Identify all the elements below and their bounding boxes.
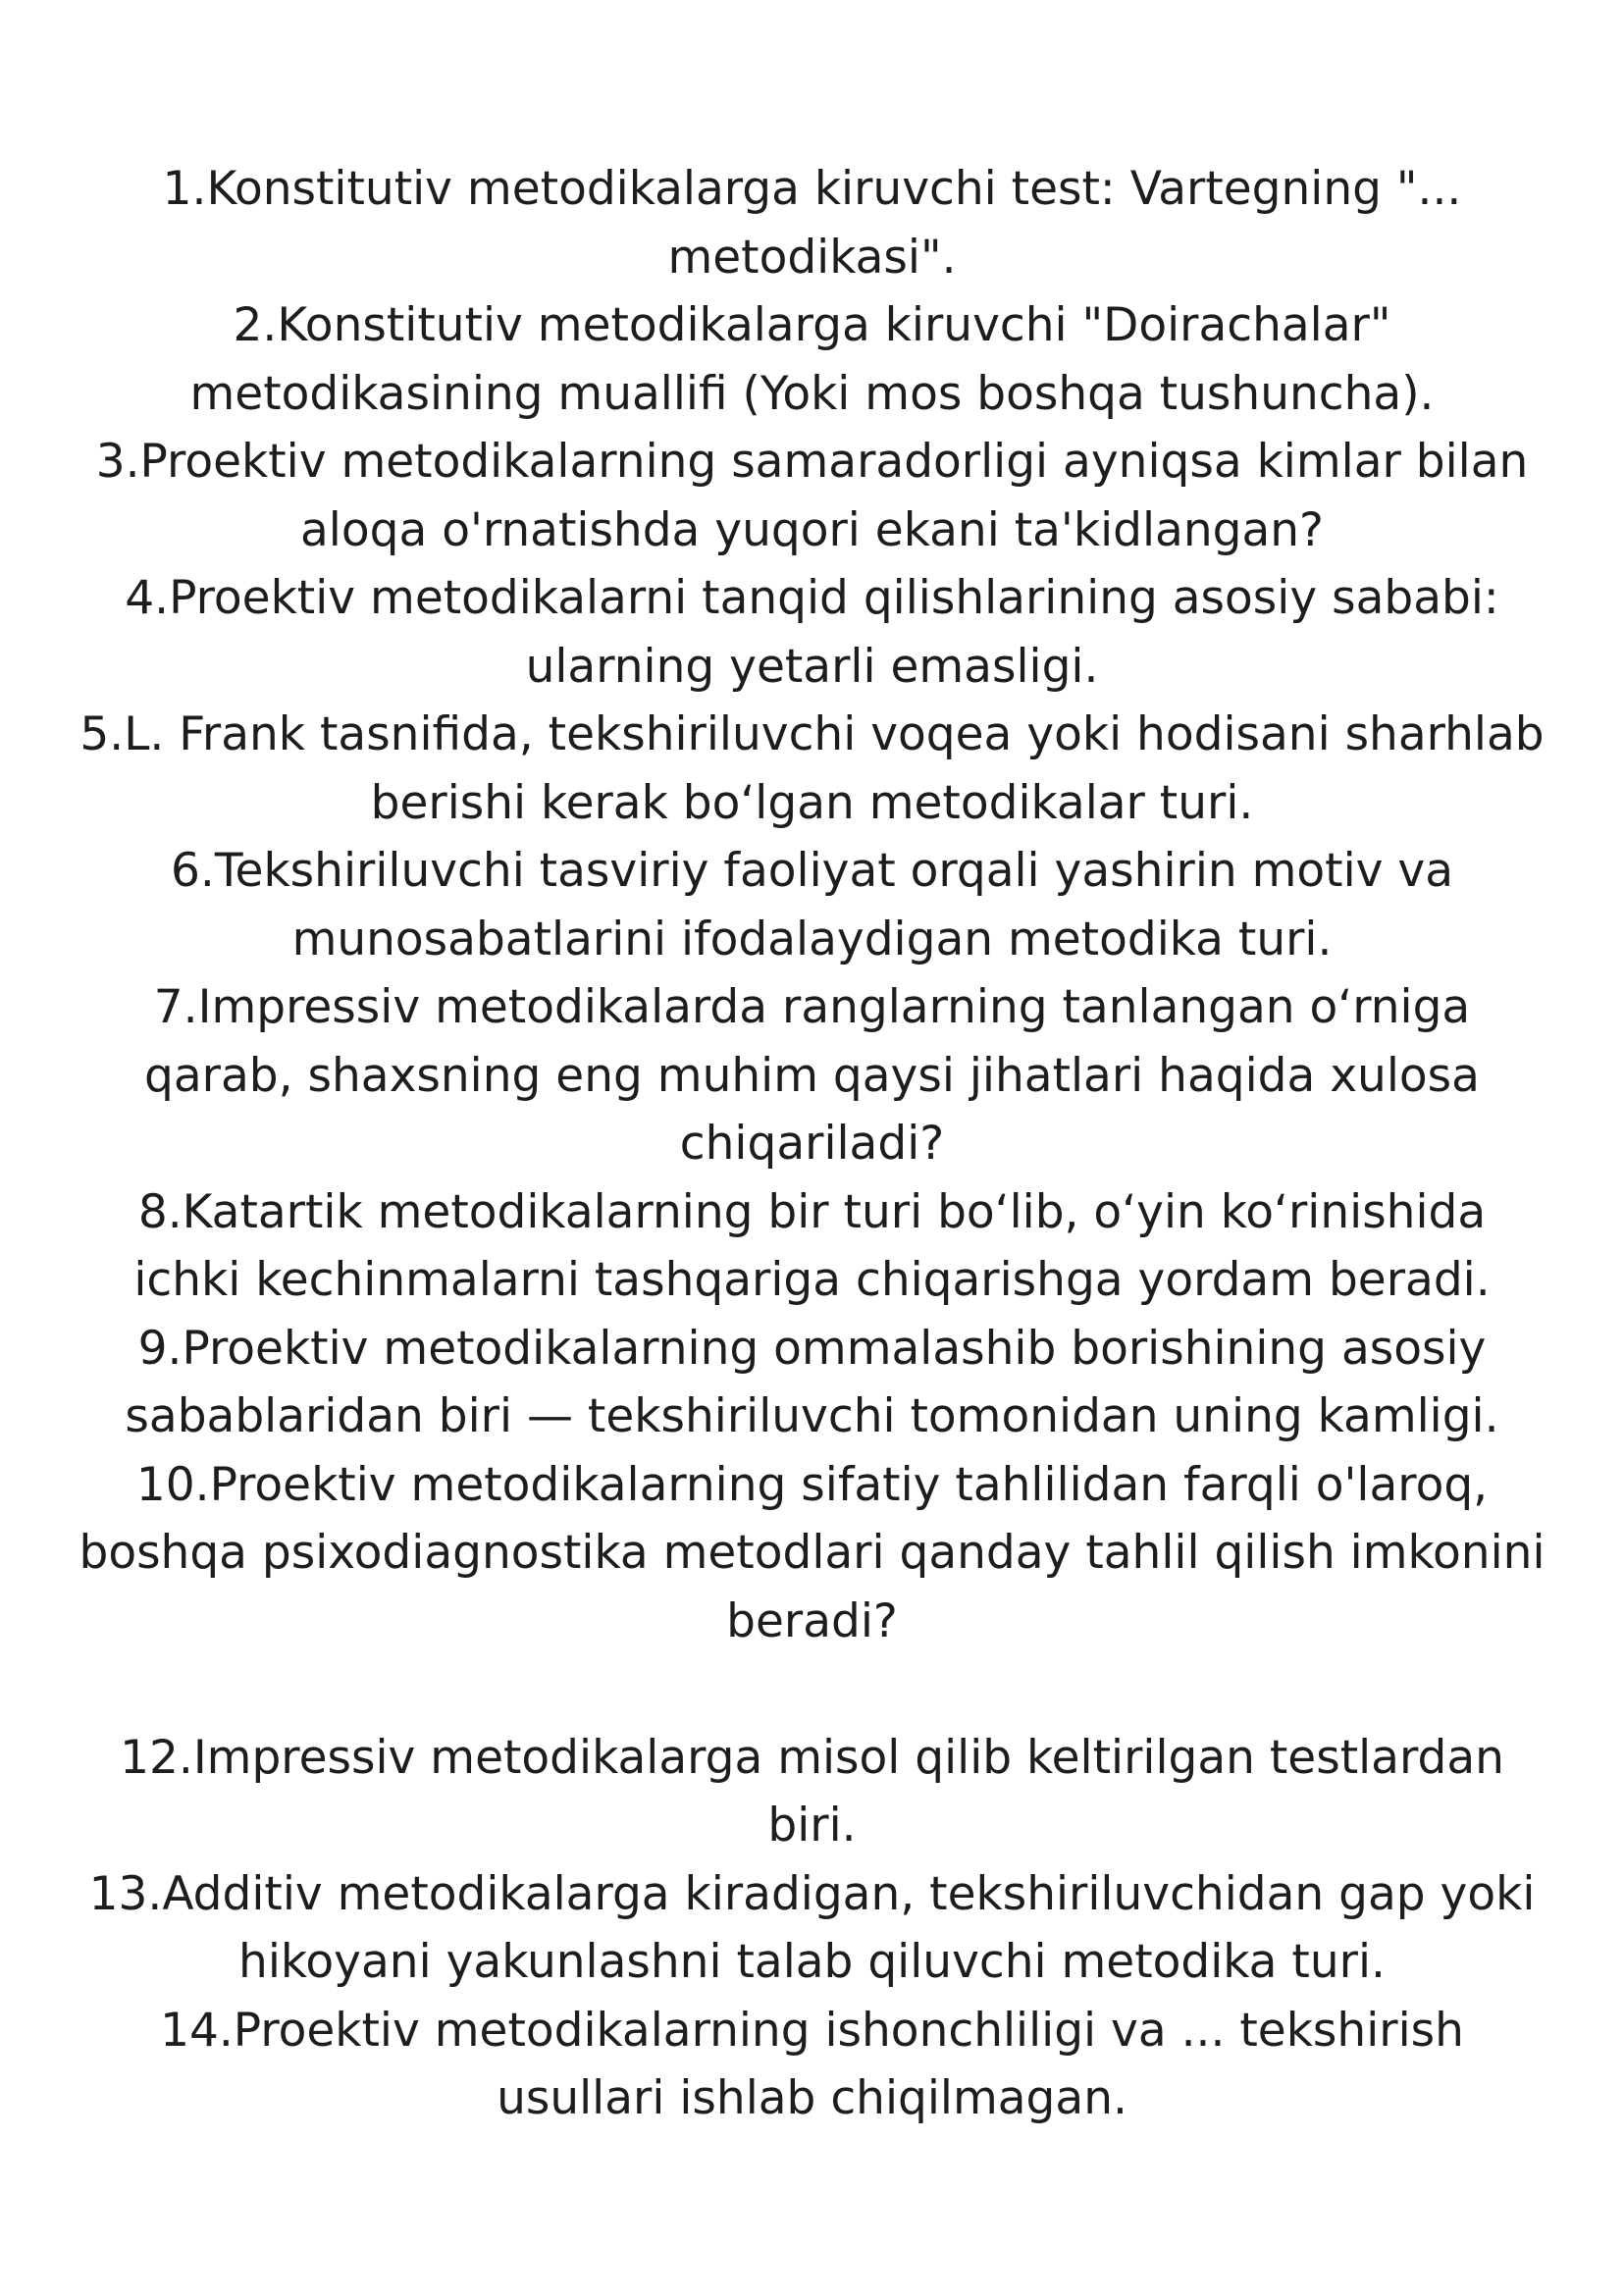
question-list [79,155,1545,2133]
question-item-2: 2.Konstitutiv metodikalarga kiruvchi "Doirachalar" metodikasining muallifi (Yoki mos boshqa tushuncha). [189,298,1435,421]
question-item-4: 4.Proektiv metodikalarni tanqid qilishlarining asosiy sababi: ularning yetarli emasligi. [125,571,1499,694]
question-item-12: 12.Impressiv metodikalarga misol qilib keltirilgan testlardan biri. [120,1730,1504,1852]
question-item-1: 1.Konstitutiv metodikalarga kiruvchi test: Vartegning "... metodikasi". [162,162,1462,285]
question-item-8: 8.Katartik metodikalarning bir turi bo‘lib, o‘yin ko‘rinishida ichki kechinmalarni tashqariga chiqarishga yordam beradi. [133,1184,1491,1307]
question-item-14: 14.Proektiv metodikalarning ishonchliligi va ... tekshirish usullari ishlab chiqilmagan. [160,2003,1464,2125]
question-item-13: 13.Additiv metodikalarga kiradigan, tekshiriluvchidan gap yoki hikoyani yakunlashni talab qiluvchi metodika turi. [88,1866,1536,1989]
question-item-10: 10.Proektiv metodikalarning sifatiy tahlilidan farqli o'laroq, boshqa psixodiagnostika metodlari qanday tahlil qilish imkonini beradi? [79,1457,1545,1648]
question-item-5: 5.L. Frank tasnifida, tekshiriluvchi voqea yoki hodisani sharhlab berishi kerak bo‘lgan metodikalar turi. [79,707,1545,830]
question-item-6: 6.Tekshiriluvchi tasviriy faoliyat orqali yashirin motiv va munosabatlarini ifodalaydigan metodika turi. [170,844,1454,966]
question-item-3: 3.Proektiv metodikalarning samaradorligi ayniqsa kimlar bilan aloqa o'rnatishda yuqori ekani ta'kidlangan? [95,435,1529,557]
question-item-7: 7.Impressiv metodikalarda ranglarning tanlangan o‘rniga qarab, shaxsning eng muhim qaysi jihatlari haqida xulosa chiqariladi? [144,980,1480,1171]
question-item-9: 9.Proektiv metodikalarning ommalashib borishining asosiy sabablaridan biri — tekshiriluvchi tomonidan uning kamligi. [125,1321,1499,1443]
